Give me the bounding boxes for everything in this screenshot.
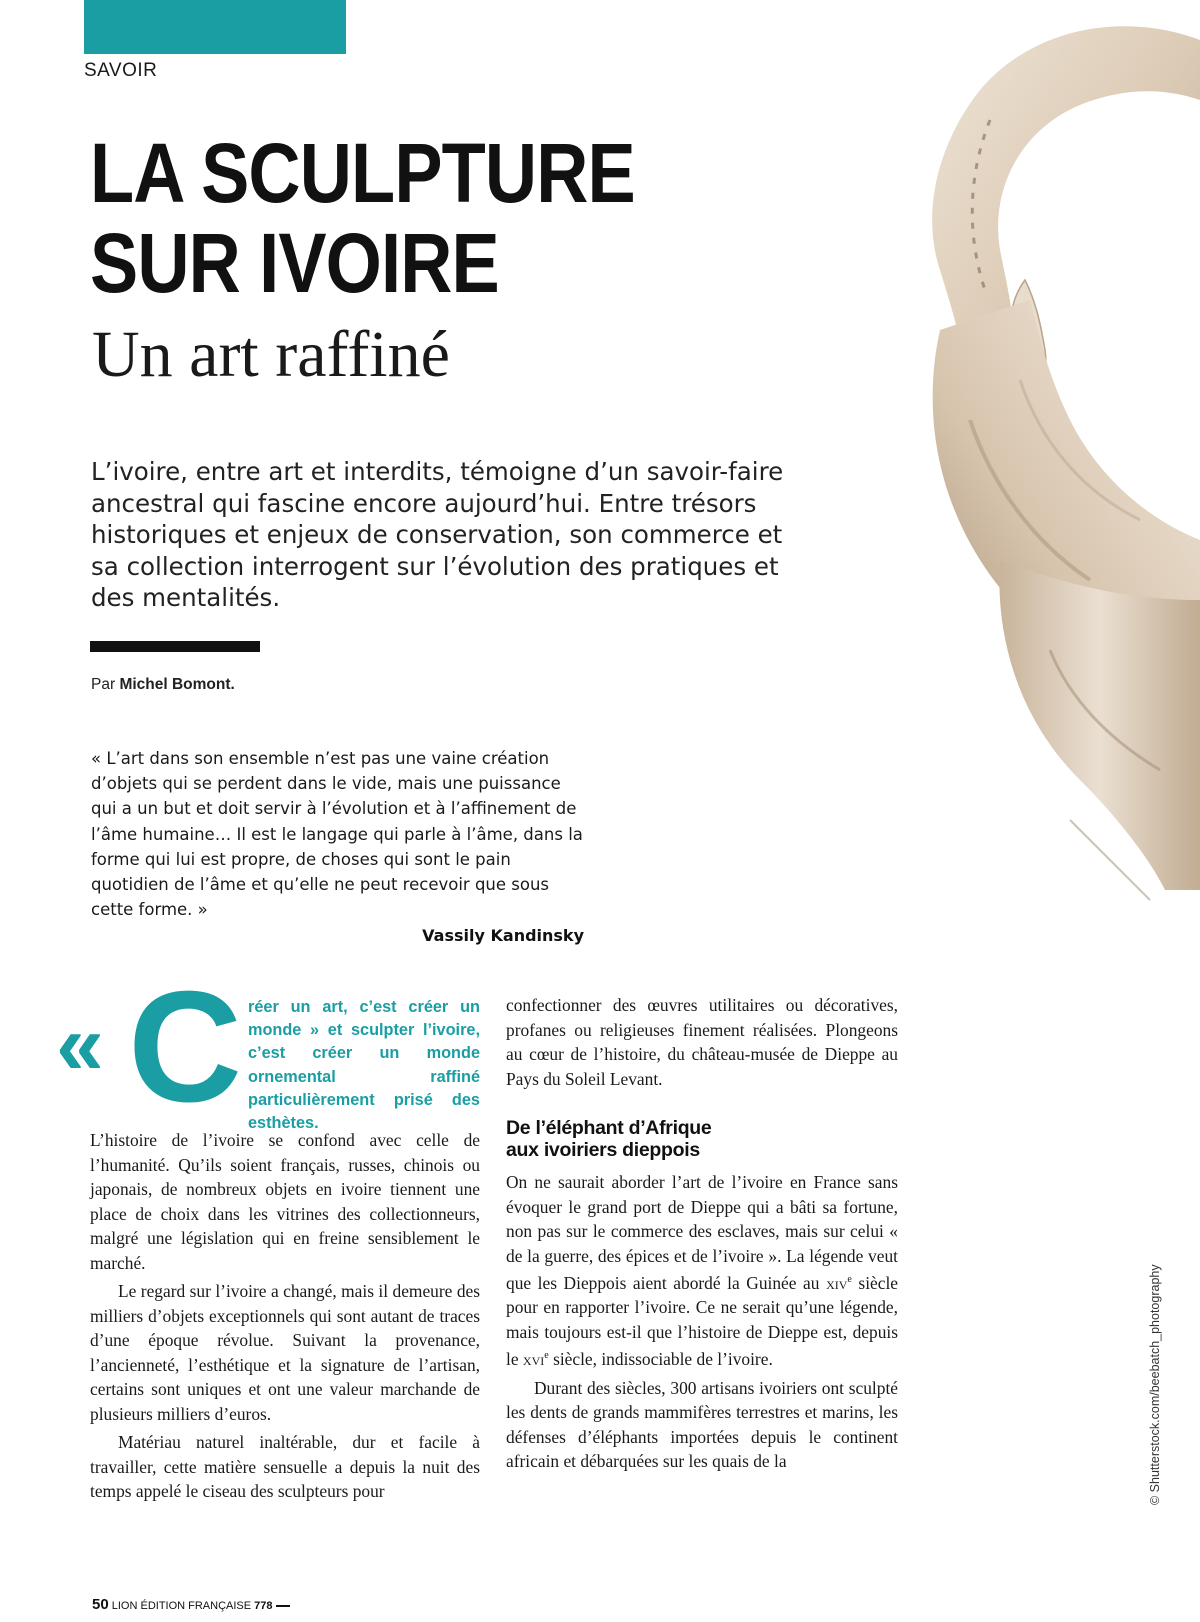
footer-dash bbox=[276, 1605, 290, 1607]
title-line-2: SUR IVOIRE bbox=[90, 216, 499, 310]
byline-prefix: Par bbox=[91, 676, 116, 693]
ivory-sculpture-photo bbox=[820, 0, 1200, 950]
byline-author: Michel Bomont. bbox=[119, 676, 235, 693]
intro-text: réer un art, c’est créer un monde » et sculpter l’ivoire, c’est créer un monde ornemental raffiné particulièrement prisé des esthètes. bbox=[248, 998, 480, 1133]
byline bbox=[91, 676, 235, 694]
photo-credit: © Shutterstock.com/beebatch_photography bbox=[1148, 1264, 1162, 1505]
title-line-1: LA SCULPTURE bbox=[90, 126, 635, 220]
body-column-2 bbox=[506, 1170, 898, 1474]
ordinal-suffix: e bbox=[544, 1350, 549, 1362]
century-numeral: xiv bbox=[826, 1272, 848, 1293]
section-heading bbox=[506, 1117, 898, 1161]
ordinal-suffix: e bbox=[847, 1274, 852, 1285]
body-column-2-top bbox=[506, 993, 898, 1091]
article-title bbox=[90, 128, 635, 308]
text-run: siècle, indissociable de l’ivoire. bbox=[553, 1349, 773, 1370]
body-paragraph: Matériau naturel inaltérable, dur et facile à travailler, cette matière sensuelle a depuis la nuit des temps appelé le ciseau des sculpteurs pour bbox=[90, 1432, 480, 1501]
body-paragraph bbox=[506, 1170, 898, 1372]
section-color-bar bbox=[84, 0, 346, 54]
text-run: siècle pour en rapporter l’ivoire. Ce ne serait qu’une légende, mais toujours est-il que l’histoire de Dieppe est, depuis le bbox=[506, 1272, 899, 1370]
section-heading-line-1: De l’éléphant d’Afrique bbox=[506, 1117, 712, 1139]
magazine-name: LION ÉDITION FRANÇAISE bbox=[111, 1600, 252, 1612]
text-run: On ne saurait aborder l’art de l’ivoire en France sans évoquer le grand port de Dieppe qui a bâti sa fortune, non pas sur le commerce des esclaves, mais sur celui « de la guerre, des épices et de l’ivoire ». La légende veut que les Dieppois aient abordé la Guinée au bbox=[506, 1172, 898, 1293]
intro-dropcap: C bbox=[128, 959, 243, 1135]
article-lead: L’ivoire, entre art et interdits, témoigne d’un savoir-faire ancestral qui fascine encore aujourd’hui. Entre trésors historiques et enjeux de conservation, son commerce et sa collection interrogent sur l’évolution des pratiques et des mentalités. bbox=[91, 457, 784, 612]
epigraph-author: Vassily Kandinsky bbox=[422, 926, 584, 945]
body-paragraph: confectionner des œuvres utilitaires ou décoratives, profanes ou religieuses finement réalisées. Plongeons au cœur de l’histoire, du château-musée de Dieppe au Pays du Soleil Levant. bbox=[506, 995, 898, 1089]
body-paragraph: L’histoire de l’ivoire se confond avec celle de l’humanité. Qu’ils soient français, russes, chinois ou japonais, de nombreux objets en ivoire tiennent une place de choix dans les vitrines des collectionneurs, malgré une législation qui en freine sensiblement le marché. bbox=[90, 1130, 480, 1273]
page-footer bbox=[92, 1596, 290, 1613]
body-column-1 bbox=[90, 1128, 480, 1504]
section-label: SAVOIR bbox=[84, 60, 158, 81]
byline-rule bbox=[90, 641, 260, 652]
intro-open-quote: « bbox=[56, 997, 96, 1093]
body-paragraph: Durant des siècles, 300 artisans ivoiriers ont sculpté les dents de grands mammifères terrestres et marins, les défenses d’éléphants importées depuis le continent africain et débarquées sur les quais de la bbox=[506, 1377, 898, 1472]
issue-number: 778 bbox=[254, 1600, 273, 1612]
epigraph-quote: « L’art dans son ensemble n’est pas une vaine création d’objets qui se perdent dans le vide, mais une puissance qui a un but et doit servir à l’évolution et à l’affinement de l’âme humaine… Il est le langage qui parle à l’âme, dans la forme qui lui est propre, de choses qui sont le pain quotidien de l’âme et qu’elle ne peut recevoir que sous cette forme. » bbox=[91, 749, 583, 920]
body-paragraph: Le regard sur l’ivoire a changé, mais il demeure des milliers d’objets exceptionnels qui sont autant de traces d’une époque révolue. Suivant la provenance, l’ancienneté, l’esthétique et la signature de l’artisan, certains sont uniques et ont une valeur marchande de plusieurs milliers d’euros. bbox=[90, 1281, 480, 1424]
century-numeral: xvi bbox=[522, 1349, 545, 1370]
article-subtitle: Un art raffiné bbox=[92, 318, 450, 391]
section-heading-line-2: aux ivoiriers dieppois bbox=[506, 1139, 700, 1161]
page-number: 50 bbox=[92, 1596, 109, 1613]
